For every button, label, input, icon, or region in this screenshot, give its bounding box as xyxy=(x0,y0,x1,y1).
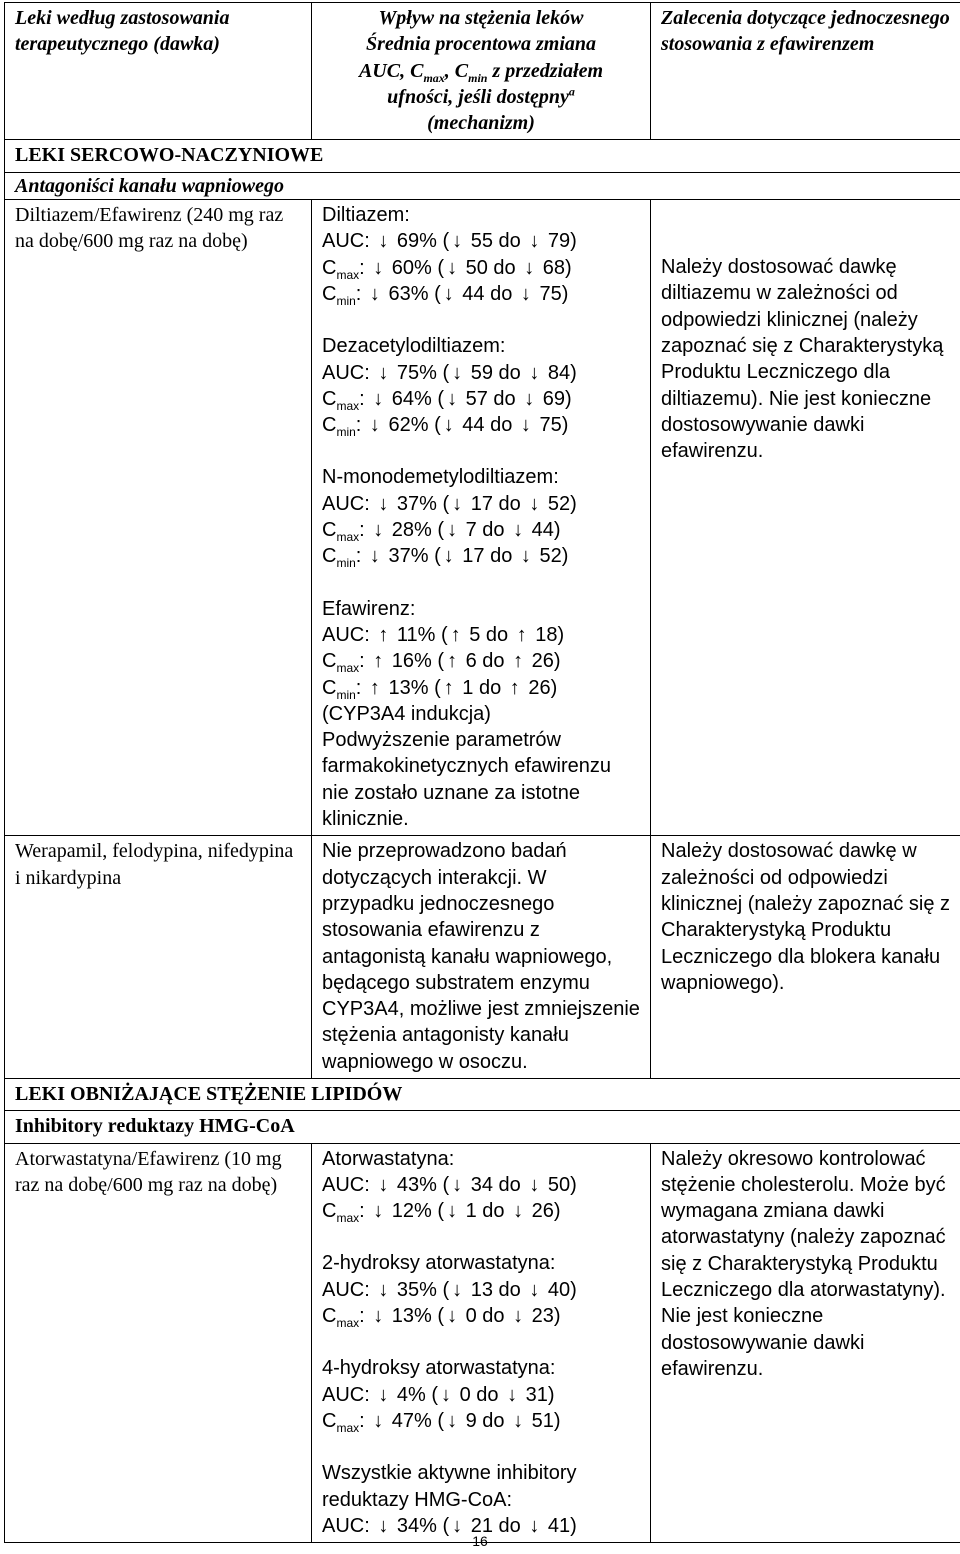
pk-parameter-line: $C_{max}$: ↓ 60% ( ↓ 50 do ↓ 68) xyxy=(322,256,572,282)
arrow-down-icon: ↓ xyxy=(443,414,454,437)
pk-parameter-line: $C_{max}$: ↓ 13% ( ↓ 0 do ↓ 23) xyxy=(322,1305,561,1331)
subsection-heading-calcium: Antagoniści kanału wapniowego xyxy=(5,172,960,199)
arrow-down-icon: ↓ xyxy=(369,414,380,437)
effect-note: Podwyższenie parametrów farmakokinetycznych efawirenzu nie zostało uznane za istotne klinicznie. xyxy=(322,729,612,831)
recommendation-text: Należy dostosować dawkę w zależności od odpowiedzi klinicznej (należy zapoznać się z Charakterystyką Produktu Leczniczego dla blokera kanału wapniowego). xyxy=(661,840,951,994)
arrow-up-icon: ↑ xyxy=(373,650,384,673)
arrow-down-icon: ↓ xyxy=(447,256,458,279)
effect-group xyxy=(322,333,640,438)
drug-name: Werapamil, felodypina, nifedypina i nikardypina xyxy=(15,840,294,889)
pk-parameter-line: AUC: ↓ 37% ( ↓ 17 do ↓ 52) xyxy=(322,491,640,517)
recommendation-cell xyxy=(651,200,960,836)
pk-parameter-line: $C_{min}$: ↓ 37% ( ↓ 17 do ↓ 52) xyxy=(322,545,569,571)
pk-parameter-line: $C_{max}$: ↓ 28% ( ↓ 7 do ↓ 44) xyxy=(322,519,561,545)
header-effect-column xyxy=(312,3,651,140)
effect-cell xyxy=(312,200,651,836)
arrow-down-icon: ↓ xyxy=(524,387,535,410)
arrow-down-icon: ↓ xyxy=(378,492,389,515)
pk-parameter-line: $C_{max}$: ↑ 16% ( ↑ 6 do ↑ 26) xyxy=(322,650,561,676)
effect-group xyxy=(322,464,640,569)
arrow-up-icon: ↑ xyxy=(513,650,524,673)
pk-parameter-line: $C_{max}$: ↓ 47% ( ↓ 9 do ↓ 51) xyxy=(322,1409,561,1435)
effect-group xyxy=(322,202,640,307)
arrow-up-icon: ↑ xyxy=(443,676,454,699)
pk-parameter-line: $C_{max}$: ↓ 12% ( ↓ 1 do ↓ 26) xyxy=(322,1200,561,1226)
effect-group-title: 4-hydroksy atorwastatyna: xyxy=(322,1357,556,1380)
recommendation-cell xyxy=(651,836,960,1079)
header-drug-column: Leki według zastosowania terapeutycznego (dawka) xyxy=(5,3,312,140)
arrow-down-icon: ↓ xyxy=(452,1514,463,1537)
arrow-down-icon: ↓ xyxy=(529,361,540,384)
pk-parameter-line: AUC: ↓ 69% ( ↓ 55 do ↓ 79) xyxy=(322,228,640,254)
pk-parameter-line: AUC: ↓ 35% ( ↓ 13 do ↓ 40) xyxy=(322,1277,640,1303)
interaction-table xyxy=(4,2,960,1543)
effect-group-title: Wszystkie aktywne inhibitory reduktazy HMG-CoA: xyxy=(322,1462,577,1511)
drug-cell xyxy=(5,200,312,836)
table-row xyxy=(5,836,960,1079)
subsection-row xyxy=(5,1111,960,1143)
arrow-down-icon: ↓ xyxy=(529,492,540,515)
arrow-up-icon: ↑ xyxy=(378,623,389,646)
recommendation-text: Należy dostosować dawkę diltiazemu w zależności od odpowiedzi klinicznej (należy zapoznać się z Charakterystyką Produktu Leczniczego dla diltiazemu). Nie jest konieczne dostosowywanie dawki efawirenzu. xyxy=(661,256,944,463)
header-effect-line: Średnia procentowa zmiana xyxy=(365,33,597,56)
arrow-down-icon: ↓ xyxy=(443,282,454,305)
arrow-down-icon: ↓ xyxy=(373,1200,384,1223)
header-effect-line: ufności, jeśli dostępny$^a$ xyxy=(387,84,575,108)
drug-name: Diltiazem/Efawirenz (240 mg raz na dobę/600 mg raz na dobę) xyxy=(15,204,284,253)
drug-name: Atorwastatyna/Efawirenz (10 mg raz na dobę/600 mg raz na dobę) xyxy=(15,1147,282,1196)
effect-group-title: Dezacetylodiltiazem: xyxy=(322,335,506,358)
effect-group xyxy=(322,1355,640,1434)
arrow-down-icon: ↓ xyxy=(447,1200,458,1223)
effect-group-title: 2-hydroksy atorwastatyna: xyxy=(322,1252,556,1275)
arrow-down-icon: ↓ xyxy=(529,230,540,253)
pk-parameter-line: $C_{min}$: ↑ 13% ( ↑ 1 do ↑ 26) xyxy=(322,676,558,702)
pk-parameter-line: AUC: ↓ 4% ( ↓ 0 do ↓ 31) xyxy=(322,1382,640,1408)
arrow-down-icon: ↓ xyxy=(520,282,531,305)
effect-group-title: N-monodemetylodiltiazem: xyxy=(322,466,559,489)
effect-cell xyxy=(312,1143,651,1543)
arrow-down-icon: ↓ xyxy=(369,282,380,305)
arrow-down-icon: ↓ xyxy=(378,1173,389,1196)
arrow-down-icon: ↓ xyxy=(513,1305,524,1328)
arrow-down-icon: ↓ xyxy=(520,414,531,437)
section-heading-lipid: LEKI OBNIŻAJĄCE STĘŻENIE LIPIDÓW xyxy=(5,1078,960,1110)
arrow-down-icon: ↓ xyxy=(373,519,384,542)
arrow-down-icon: ↓ xyxy=(373,256,384,279)
arrow-down-icon: ↓ xyxy=(529,1173,540,1196)
arrow-down-icon: ↓ xyxy=(513,519,524,542)
effect-groups xyxy=(322,202,640,701)
section-row xyxy=(5,140,960,172)
recommendation-cell xyxy=(651,1143,960,1543)
arrow-up-icon: ↑ xyxy=(509,676,520,699)
page-number: 16 xyxy=(472,1533,488,1549)
drug-cell xyxy=(5,836,312,1079)
pk-parameter-line: $C_{min}$: ↓ 62% ( ↓ 44 do ↓ 75) xyxy=(322,414,569,440)
arrow-down-icon: ↓ xyxy=(452,230,463,253)
arrow-down-icon: ↓ xyxy=(447,1305,458,1328)
table-row xyxy=(5,1143,960,1543)
effect-mechanism: (CYP3A4 indukcja) xyxy=(322,702,491,725)
arrow-down-icon: ↓ xyxy=(378,361,389,384)
arrow-up-icon: ↑ xyxy=(447,650,458,673)
effect-group xyxy=(322,1250,640,1329)
effect-cell xyxy=(312,836,651,1079)
arrow-down-icon: ↓ xyxy=(513,1200,524,1223)
section-heading-cardio: LEKI SERCOWO-NACZYNIOWE xyxy=(5,140,960,172)
arrow-down-icon: ↓ xyxy=(369,545,380,568)
arrow-down-icon: ↓ xyxy=(452,1278,463,1301)
pk-parameter-line: AUC: ↓ 43% ( ↓ 34 do ↓ 50) xyxy=(322,1172,640,1198)
arrow-down-icon: ↓ xyxy=(373,1409,384,1432)
arrow-down-icon: ↓ xyxy=(447,519,458,542)
pk-parameter-line: AUC: ↓ 75% ( ↓ 59 do ↓ 84) xyxy=(322,360,640,386)
effect-groups xyxy=(322,1146,640,1540)
arrow-down-icon: ↓ xyxy=(378,230,389,253)
arrow-down-icon: ↓ xyxy=(529,1514,540,1537)
arrow-down-icon: ↓ xyxy=(520,545,531,568)
header-effect-line: AUC, $C_{max}$, $C_{min}$ z przedziałem xyxy=(358,59,604,85)
header-effect-line: Wpływ na stężenia leków xyxy=(378,7,584,29)
arrow-down-icon: ↓ xyxy=(529,1278,540,1301)
subsection-heading-hmg: Inhibitory reduktazy HMG-CoA xyxy=(5,1111,960,1143)
arrow-down-icon: ↓ xyxy=(378,1514,389,1537)
arrow-down-icon: ↓ xyxy=(441,1383,452,1406)
arrow-down-icon: ↓ xyxy=(452,492,463,515)
effect-text: Nie przeprowadzono badań dotyczących interakcji. W przypadku jednoczesnego stosowania efawirenzu z antagonistą kanału wapniowego, będącego substratem enzymu CYP3A4, możliwe jest zmniejszenie stężenia antagonisty kanału wapniowego w osoczu. xyxy=(322,840,640,1073)
arrow-down-icon: ↓ xyxy=(373,387,384,410)
effect-group-title: Atorwastatyna: xyxy=(322,1147,455,1170)
arrow-up-icon: ↑ xyxy=(369,676,380,699)
pk-parameter-line: AUC: ↑ 11% ( ↑ 5 do ↑ 18) xyxy=(322,622,640,648)
subsection-row xyxy=(5,172,960,199)
arrow-up-icon: ↑ xyxy=(450,623,461,646)
arrow-down-icon: ↓ xyxy=(452,1173,463,1196)
arrow-up-icon: ↑ xyxy=(516,623,527,646)
arrow-down-icon: ↓ xyxy=(447,1409,458,1432)
arrow-down-icon: ↓ xyxy=(447,387,458,410)
effect-group-title: Efawirenz: xyxy=(322,597,416,620)
table-header-row xyxy=(5,3,960,140)
effect-group xyxy=(322,596,640,701)
arrow-down-icon: ↓ xyxy=(507,1383,518,1406)
arrow-down-icon: ↓ xyxy=(524,256,535,279)
effect-group xyxy=(322,1460,640,1539)
arrow-down-icon: ↓ xyxy=(373,1305,384,1328)
arrow-down-icon: ↓ xyxy=(443,545,454,568)
table-row xyxy=(5,200,960,836)
pk-parameter-line: $C_{max}$: ↓ 64% ( ↓ 57 do ↓ 69) xyxy=(322,387,572,413)
header-recommendation-column: Zalecenia dotyczące jednoczesnego stosowania z efawirenzem xyxy=(651,3,960,140)
pk-parameter-line: $C_{min}$: ↓ 63% ( ↓ 44 do ↓ 75) xyxy=(322,282,569,308)
effect-group-title: Diltiazem: xyxy=(322,204,410,227)
header-effect-line: (mechanizm) xyxy=(427,112,535,135)
arrow-down-icon: ↓ xyxy=(378,1278,389,1301)
pk-parameter-line: AUC: ↓ 34% ( ↓ 21 do ↓ 41) xyxy=(322,1513,640,1539)
recommendation-text: Należy okresowo kontrolować stężenie cholesterolu. Może być wymagana zmiana dawki atorwastatyny (należy zapoznać się z Charakterystyką Produktu Leczniczego dla atorwastatyny). Nie jest konieczne dostosowywanie dawki efawirenzu. xyxy=(661,1147,946,1380)
drug-cell xyxy=(5,1143,312,1543)
section-row xyxy=(5,1078,960,1110)
arrow-down-icon: ↓ xyxy=(378,1383,389,1406)
effect-group xyxy=(322,1146,640,1225)
arrow-down-icon: ↓ xyxy=(452,361,463,384)
arrow-down-icon: ↓ xyxy=(513,1409,524,1432)
